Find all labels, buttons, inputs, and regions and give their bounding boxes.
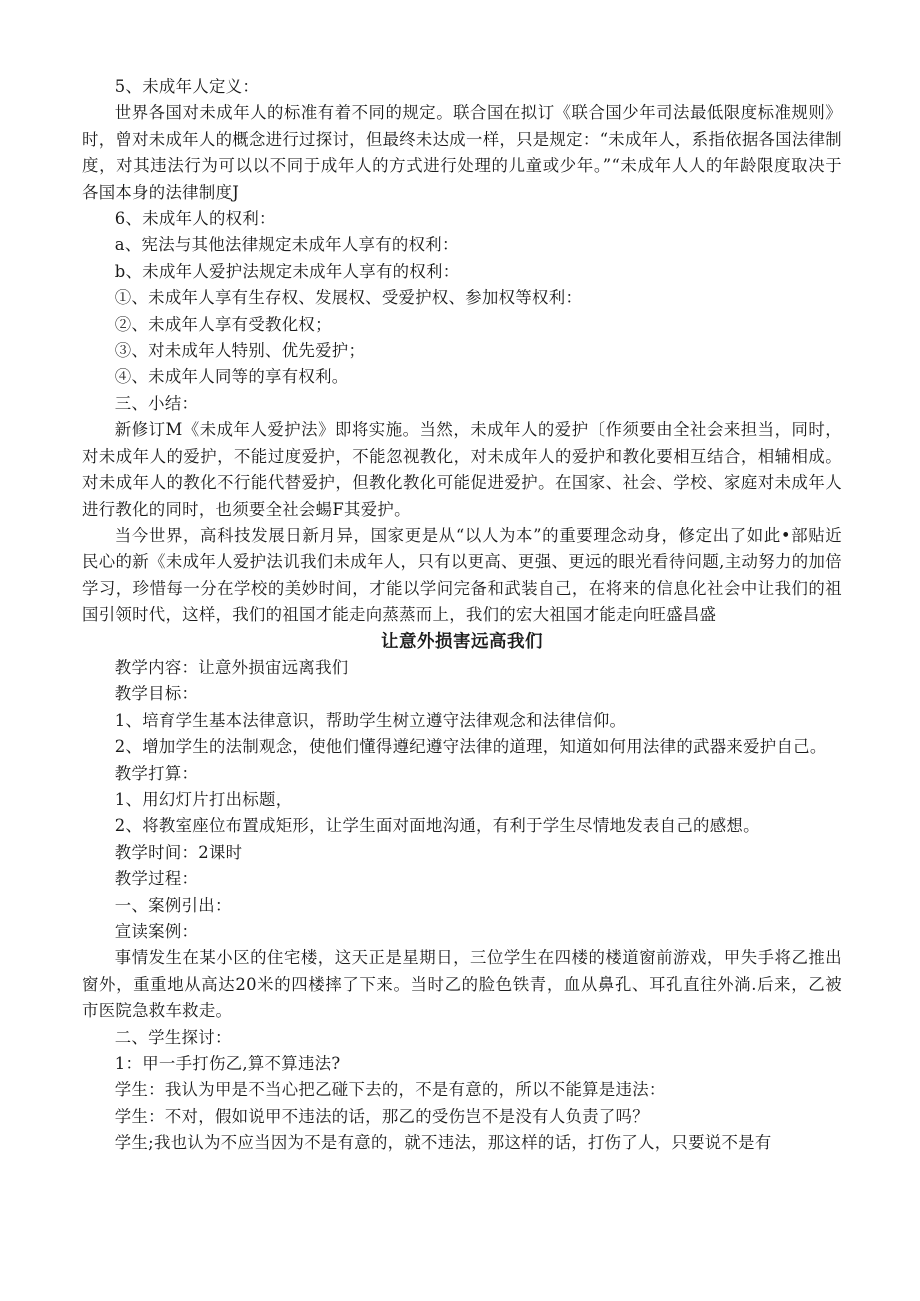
list-item-right-3: ③、对未成年人特别、优先爱护； bbox=[114, 341, 366, 361]
heading-summary: 三、小结： bbox=[114, 393, 199, 413]
lesson-content: 教学内容：让意外损宙远离我们 bbox=[114, 657, 349, 677]
list-item-right-2: ②、未成年人享有受教化权； bbox=[114, 314, 332, 334]
list-item-rights-b: b、未成年人爱护法规定未成年人享有的权利： bbox=[114, 261, 460, 281]
heading-minor-definition: 5、未成年人定义： bbox=[114, 77, 260, 96]
case-story: 事情发生在某小区的住宅楼，这天正是星期日，三位学生在四楼的楼道窗前游戏，甲失手将乙推出窗外，重重地从高达20米的四楼摔了下来。当时乙的脸色铁青，血从鼻孔、耳孔直往外淌.后来，乙被市医院急救车救走。 bbox=[82, 948, 842, 1021]
lesson-plan-2: 2、将教室座位布置成矩形，让学生面对面地沟通，有利于学生尽情地发表自己的感想。 bbox=[114, 816, 760, 836]
case-reading-label: 宣读案例： bbox=[114, 922, 199, 941]
paragraph-summary-body: 新修订M《未成年人爱护法》即将实施。当然，未成年人的爱护〔作须要由全社会来担当，同时，对未成年人的爱护，不能过度爱护，不能忽视教化，对未成年人的爱护和教化要相互结合，相辅相成。对未成年人的教化不行能代替爱护，但教化教化可能促进爱护。在国家、社会、学校、家庭对未成年人进行教化的同时，也须要全社会蝪F其爱护。 bbox=[82, 420, 842, 519]
lesson-goal-2: 2、增加学生的法制观念，使他们懂得遵纪遵守法律的道理，知道如何用法律的武器来爱护自己。 bbox=[114, 737, 827, 757]
section-title: 让意外损害远高我们 bbox=[381, 631, 543, 652]
paragraph-definition-body: 世界各国对未成年人的标准有着不同的规定。联合国在拟订《联合国少年司法最低限度标准规则》时，曾对未成年人的概念进行过探讨，但最终未达成一样，只是规定：“未成年人，系指依据各国法律制度，对其违法行为可以以不同于成年人的方式进行处理的儿童或少年。”“未成年人人的年龄限度取决于各国本身的法律制度J bbox=[82, 103, 842, 202]
discussion-heading: 二、学生探讨： bbox=[114, 1027, 232, 1047]
case-intro-heading: 一、案例引出： bbox=[114, 895, 232, 915]
document-page bbox=[82, 74, 842, 1157]
lesson-plan-1: 1、用幻灯片打出标题， bbox=[114, 789, 293, 809]
list-item-rights-a: a、宪法与其他法律规定未成年人享有的权利： bbox=[114, 235, 459, 255]
heading-minor-rights: 6、未成年人的权利： bbox=[114, 209, 276, 229]
student-answer-3: 学生;我也认为不应当因为不是有意的，就不违法，那这样的话，打伤了人，只要说不是有 bbox=[114, 1133, 772, 1153]
lesson-process-heading: 教学过程： bbox=[114, 869, 199, 889]
list-item-right-4: ④、未成年人同等的享有权利。 bbox=[114, 367, 349, 387]
list-item-right-1: ①、未成年人享有生存权、发展权、受爱护权、参加权等权利： bbox=[114, 288, 583, 308]
lesson-goals-heading: 教学目标： bbox=[114, 684, 199, 704]
lesson-goal-1: 1、培育学生基本法律意识，帮助学生树立遵守法律观念和法律信仰。 bbox=[114, 710, 627, 730]
student-answer-1: 学生：我认为甲是不当心把乙碰下去的，不是有意的，所以不能算是违法： bbox=[114, 1080, 666, 1100]
discussion-question-1: 1：甲一手打伤乙,算不算违法? bbox=[114, 1054, 341, 1074]
paragraph-conclusion: 当今世界，高科技发展日新月异，国家更是从“以人为本”的重要理念动身，修定出了如此•部贴近民心的新《未成年人爱护法讥我们未成年人，只有以更高、更强、更远的眼光看待问题,主动努力的加倍学习，珍惜每一分在学校的美妙时间，才能以学问完备和武装自己，在将来的信息化社会中让我们的祖国引领时代，这样，我们的祖国才能走向蒸蒸而上，我们的宏大祖国才能走向旺盛昌盛 bbox=[82, 525, 842, 625]
lesson-plan-heading: 教学打算： bbox=[114, 763, 199, 783]
student-answer-2: 学生：不对，假如说甲不违法的话，那乙的受伤岂不是没有人负责了吗？ bbox=[114, 1106, 649, 1126]
lesson-time: 教学时间：2课时 bbox=[114, 842, 243, 862]
